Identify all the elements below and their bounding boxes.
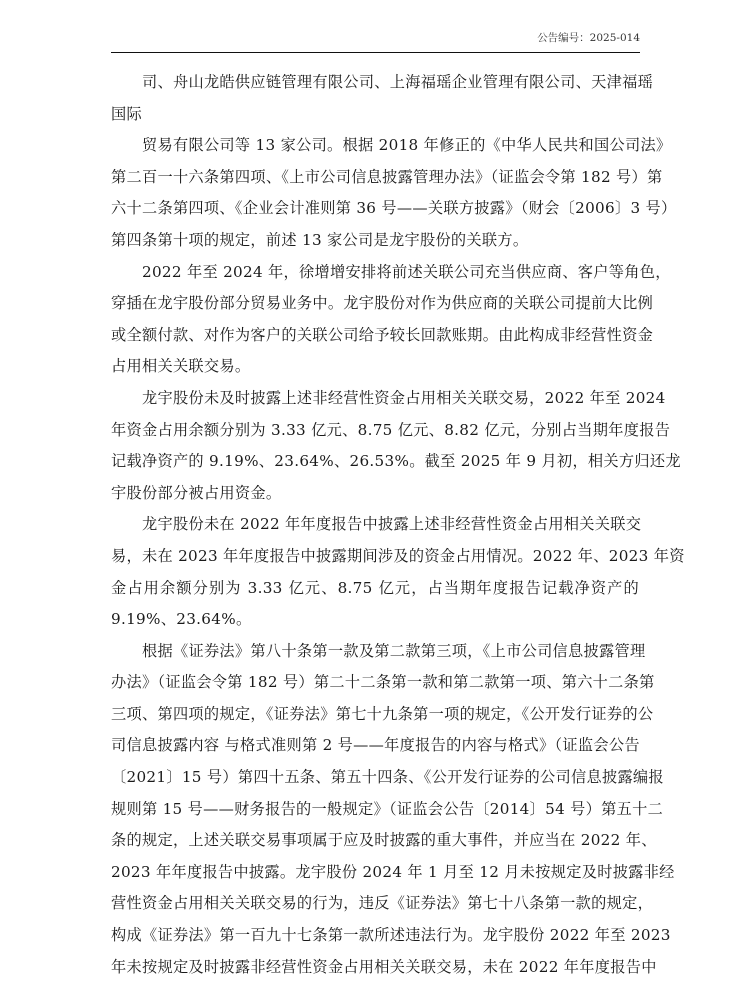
text-line: 年未按规定及时披露非经营性资金占用相关关联交易，未在 2022 年年度报告中	[111, 957, 657, 976]
text-line: 司、舟山龙皓供应链管理有限公司、上海福瑶企业管理有限公司、天津福瑶	[142, 73, 654, 91]
text-line: 占用相关关联交易。	[111, 357, 251, 376]
text-line: 穿插在龙宇股份部分贸易业务中。龙宇股份对作为供应商的关联公司提前大比例	[111, 294, 654, 313]
text-line: 龙宇股份未在 2022 年年度报告中披露上述非经营性资金占用相关关联交	[142, 515, 642, 534]
text-line: 三项、第四项的规定，《证券法》第七十九条第一项的规定，《公开发行证券的公	[111, 704, 654, 723]
text-line: 营性资金占用相关关联交易的行为，违反《证券法》第七十八条第一款的规定，	[111, 894, 654, 913]
text-line: 记载净资产的 9.19%、23.64%、26.53%。截至 2025 年 9 月初，相关方归还龙	[111, 452, 681, 471]
text-line: 年资金占用余额分别为 3.33 亿元、8.75 亿元、8.82 亿元，分别占当期年度报告	[111, 420, 671, 439]
text-line: 易，未在 2023 年年度报告中披露期间涉及的资金占用情况。2022 年、2023 年资	[111, 546, 685, 565]
text-line: 9.19%、23.64%。	[111, 610, 252, 629]
text-line: 龙宇股份未及时披露上述非经营性资金占用相关关联交易，2022 年至 2024	[142, 388, 666, 407]
text-line: 或全额付款、对作为客户的关联公司给予较长回款账期。由此构成非经营性资金	[111, 325, 654, 344]
text-line: 条的规定，上述关联交易事项属于应及时披露的重大事件，并应当在 2022 年、	[111, 831, 657, 850]
text-line: 2022 年至 2024 年，徐增增安排将前述关联公司充当供应商、客户等角色，	[142, 262, 671, 281]
text-line: 国际	[111, 104, 142, 123]
text-line: 宇股份部分被占用资金。	[111, 483, 282, 502]
text-line: 第二百一十六条第四项、《上市公司信息披露管理办法》（证监会令第 182 号）第	[111, 167, 663, 186]
text-line: 第四条第十项的规定，前述 13 家公司是龙宇股份的关联方。	[111, 230, 529, 249]
text-line: 贸易有限公司等 13 家公司。根据 2018 年修正的《中华人民共和国公司法》	[142, 136, 672, 155]
text-line: 2023 年年度报告中披露。龙宇股份 2024 年 1 月至 12 月未按规定及时披露非经	[111, 862, 675, 881]
text-line: 六十二条第四项、《企业会计准则第 36 号——关联方披露》（财会〔2006〕3 号）	[111, 199, 677, 218]
text-line: 办法》（证监会令第 182 号）第二十二条第一款和第二款第一项、第六十二条第	[111, 673, 655, 692]
text-line: 规则第 15 号——财务报告的一般规定》（证监会公告〔2014〕54 号）第五十二	[111, 799, 664, 818]
text-line: 〔2021〕15 号）第四十五条、第五十四条、《公开发行证券的公司信息披露编报	[111, 768, 664, 787]
text-line: 根据《证券法》第八十条第一款及第二款第三项，《上市公司信息披露管理	[142, 641, 646, 660]
text-line: 司信息披露内容 与格式准则第 2 号——年度报告的内容与格式》（证监会公告	[111, 736, 640, 755]
document-body	[111, 67, 685, 983]
page-header	[111, 0, 640, 53]
text-line: 金占用余额分别为 3.33 亿元、8.75 亿元，占当期年度报告记载净资产的	[111, 578, 639, 597]
announcement-number: 公告编号：2025-014	[537, 32, 640, 44]
text-line: 构成《证券法》第一百九十七条第一款所述违法行为。龙宇股份 2022 年至 2023	[111, 926, 671, 945]
